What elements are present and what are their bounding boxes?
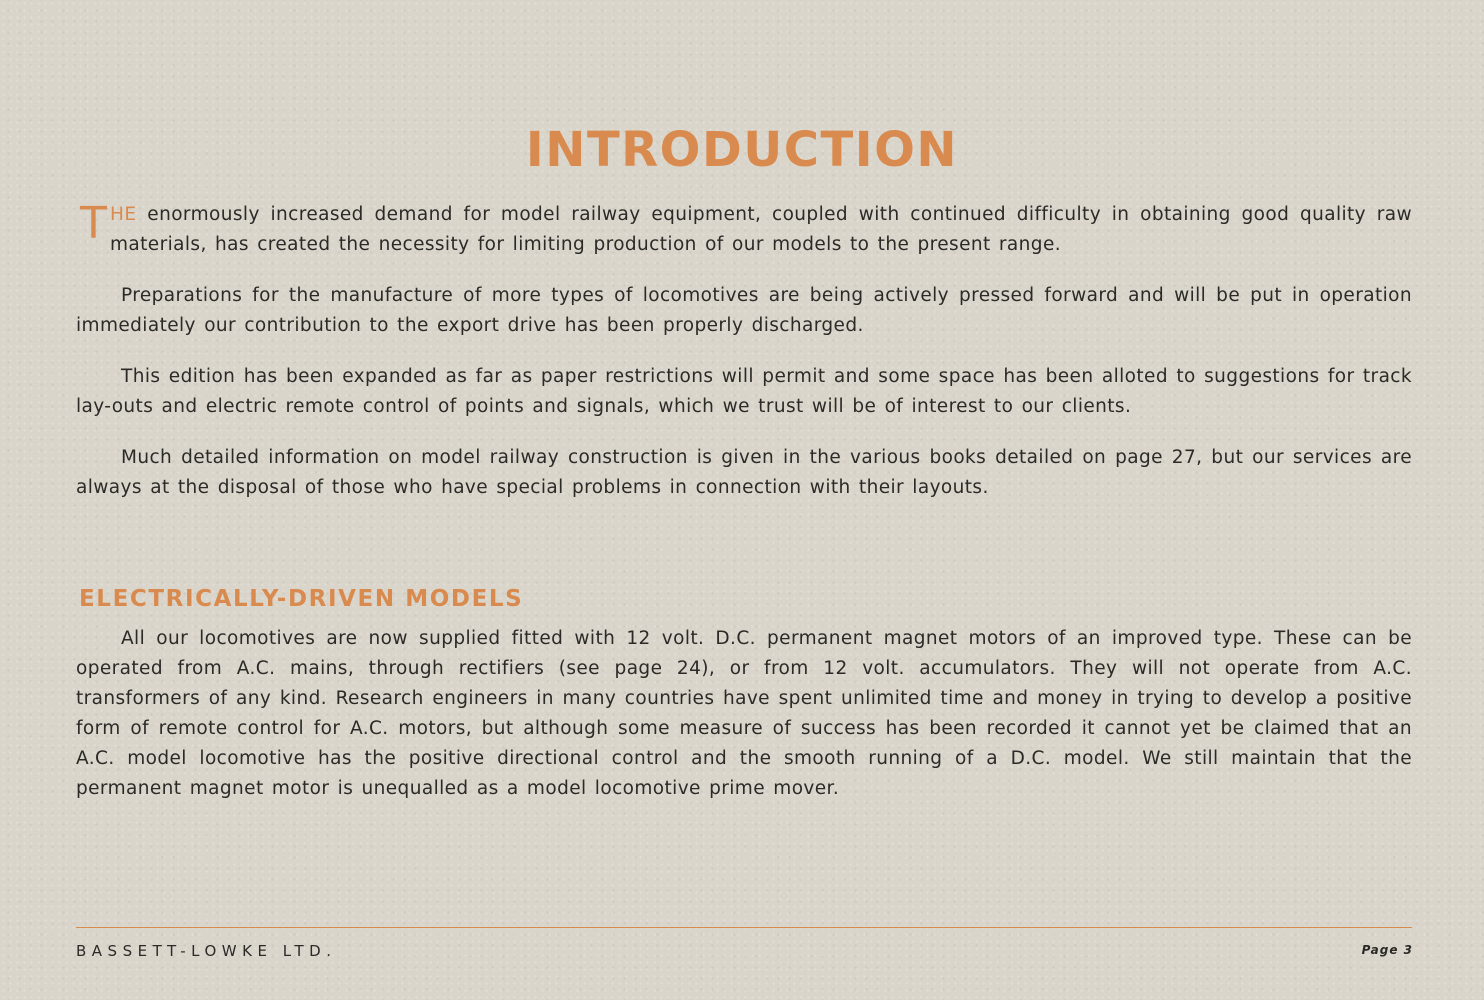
drop-cap: T bbox=[80, 198, 108, 249]
section-paragraph bbox=[76, 624, 1412, 804]
intro-paragraph-3 bbox=[76, 362, 1412, 422]
lead-letters: HE bbox=[110, 204, 137, 225]
footer-company: BASSETT-LOWKE LTD. bbox=[76, 942, 337, 960]
intro-paragraph-4-text: Much detailed information on model railway construction is given in the various books detailed on page 27, but our services are always at the disposal of those who have special problems in connection with their layouts. bbox=[76, 447, 1412, 498]
intro-paragraph-2 bbox=[76, 281, 1412, 341]
footer-divider bbox=[76, 927, 1412, 928]
intro-paragraph-4 bbox=[76, 443, 1412, 503]
intro-paragraph-1-body: enormously increased demand for model railway equipment, coupled with continued difficulty in obtaining good quality raw materials, has created the necessity for limiting production of our models to the present range. bbox=[110, 204, 1412, 255]
section-heading: ELECTRICALLY-DRIVEN MODELS bbox=[79, 586, 524, 612]
page-title: INTRODUCTION bbox=[525, 122, 959, 178]
intro-paragraph-3-text: This edition has been expanded as far as paper restrictions will permit and some space has been alloted to suggestions for track lay-outs and electric remote control of points and signals, which we trust will be of interest to our clients. bbox=[76, 366, 1412, 417]
section-paragraph-text: All our locomotives are now supplied fitted with 12 volt. D.C. permanent magnet motors of an improved type. These can be operated from A.C. mains, through rectifiers (see page 24), or from 12 volt. accumulators. They will not operate from A.C. transformers of any kind. Research engineers in many countries have spent unlimited time and money in trying to develop a positive form of remote control for A.C. motors, but although some measure of success has been recorded it cannot yet be claimed that an A.C. model locomotive has the positive directional control and the smooth running of a D.C. model. We still maintain that the permanent magnet motor is unequalled as a model locomotive prime mover. bbox=[76, 628, 1412, 799]
intro-paragraph-2-text: Preparations for the manufacture of more types of locomotives are being actively pressed forward and will be put in operation immediately our contribution to the export drive has been properly discharged. bbox=[76, 285, 1412, 336]
intro-paragraph-1 bbox=[76, 200, 1412, 260]
page-number: Page 3 bbox=[1361, 943, 1413, 957]
intro-paragraph-1-text bbox=[76, 200, 1412, 260]
